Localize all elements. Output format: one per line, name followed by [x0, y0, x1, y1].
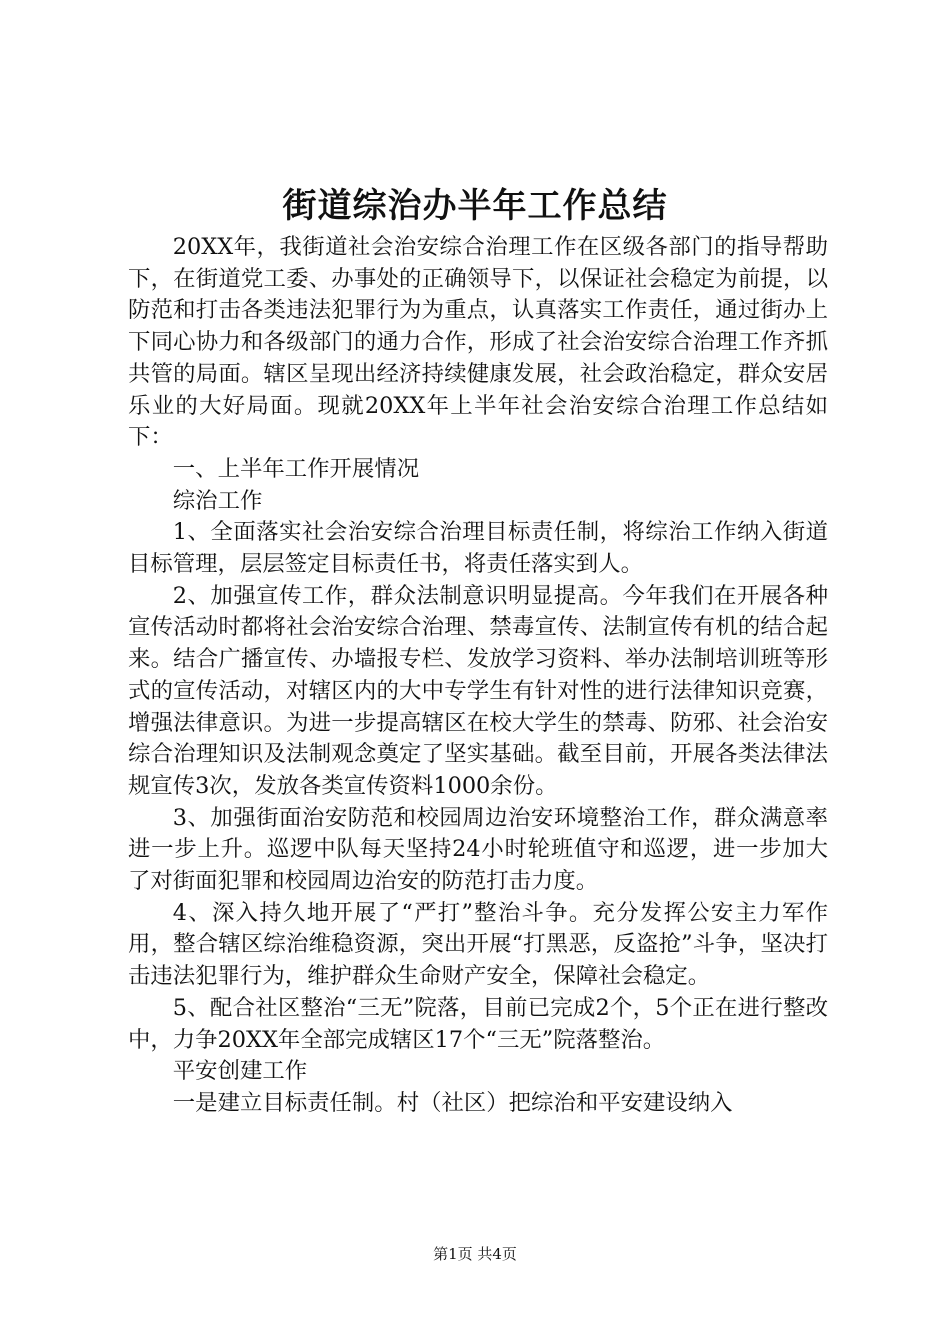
- section-heading: 一、上半年工作开展情况: [172, 455, 420, 482]
- page-number-footer: 第1页 共4页: [433, 1245, 517, 1263]
- document-title: 街道综治办半年工作总结: [282, 186, 668, 226]
- paragraph-item-1: 1、全面落实社会治安综合治理目标责任制，将综治工作纳入街道目标管理，层层签定目标责任书，将责任落实到人。: [128, 519, 828, 578]
- paragraph-item-6: 一是建立目标责任制。村（社区）把综治和平安建设纳入: [172, 1089, 733, 1116]
- paragraph-item-2: 2、加强宣传工作，群众法制意识明显提高。今年我们在开展各种宣传活动时都将社会治安综合治理、禁毒宣传、法制宣传有机的结合起来。结合广播宣传、办墙报专栏、发放学习资料、举办法制培训班等形式的宣传活动，对辖区内的大中专学生有针对性的进行法律知识竞赛，增强法律意识。为进一步提高辖区在校大学生的禁毒、防邪、社会治安综合治理知识及法制观念奠定了坚实基础。截至目前，开展各类法律法规宣传3次，发放各类宣传资料1000余份。: [128, 582, 828, 799]
- document-body: [128, 232, 828, 1120]
- paragraph-item-3: 3、加强街面治安防范和校园周边治安环境整治工作，群众满意率进一步上升。巡逻中队每天坚持24小时轮班值守和巡逻，进一步加大了对街面犯罪和校园周边治安的防范打击力度。: [128, 804, 828, 895]
- paragraph-intro: 20XX年，我街道社会治安综合治理工作在区级各部门的指导帮助下，在街道党工委、办事处的正确领导下，以保证社会稳定为前提，以防范和打击各类违法犯罪行为为重点，认真落实工作责任，通过街办上下同心协力和各级部门的通力合作，形成了社会治安综合治理工作齐抓共管的局面。辖区呈现出经济持续健康发展，社会政治稳定，群众安居乐业的大好局面。现就20XX年上半年社会治安综合治理工作总结如下：: [128, 234, 828, 451]
- subsection-heading: 综治工作: [172, 487, 263, 514]
- paragraph-item-4: 4、深入持久地开展了“严打”整治斗争。充分发挥公安主力军作用，整合辖区综治维稳资源，突出开展“打黑恶，反盗抢”斗争，坚决打击违法犯罪行为，维护群众生命财产安全，保障社会稳定。: [128, 899, 828, 990]
- subsection-heading: 平安创建工作: [172, 1058, 308, 1085]
- paragraph-item-5: 5、配合社区整治“三无”院落，目前已完成2个，5个正在进行整改中，力争20XX年全部完成辖区17个“三无”院落整治。: [128, 994, 828, 1053]
